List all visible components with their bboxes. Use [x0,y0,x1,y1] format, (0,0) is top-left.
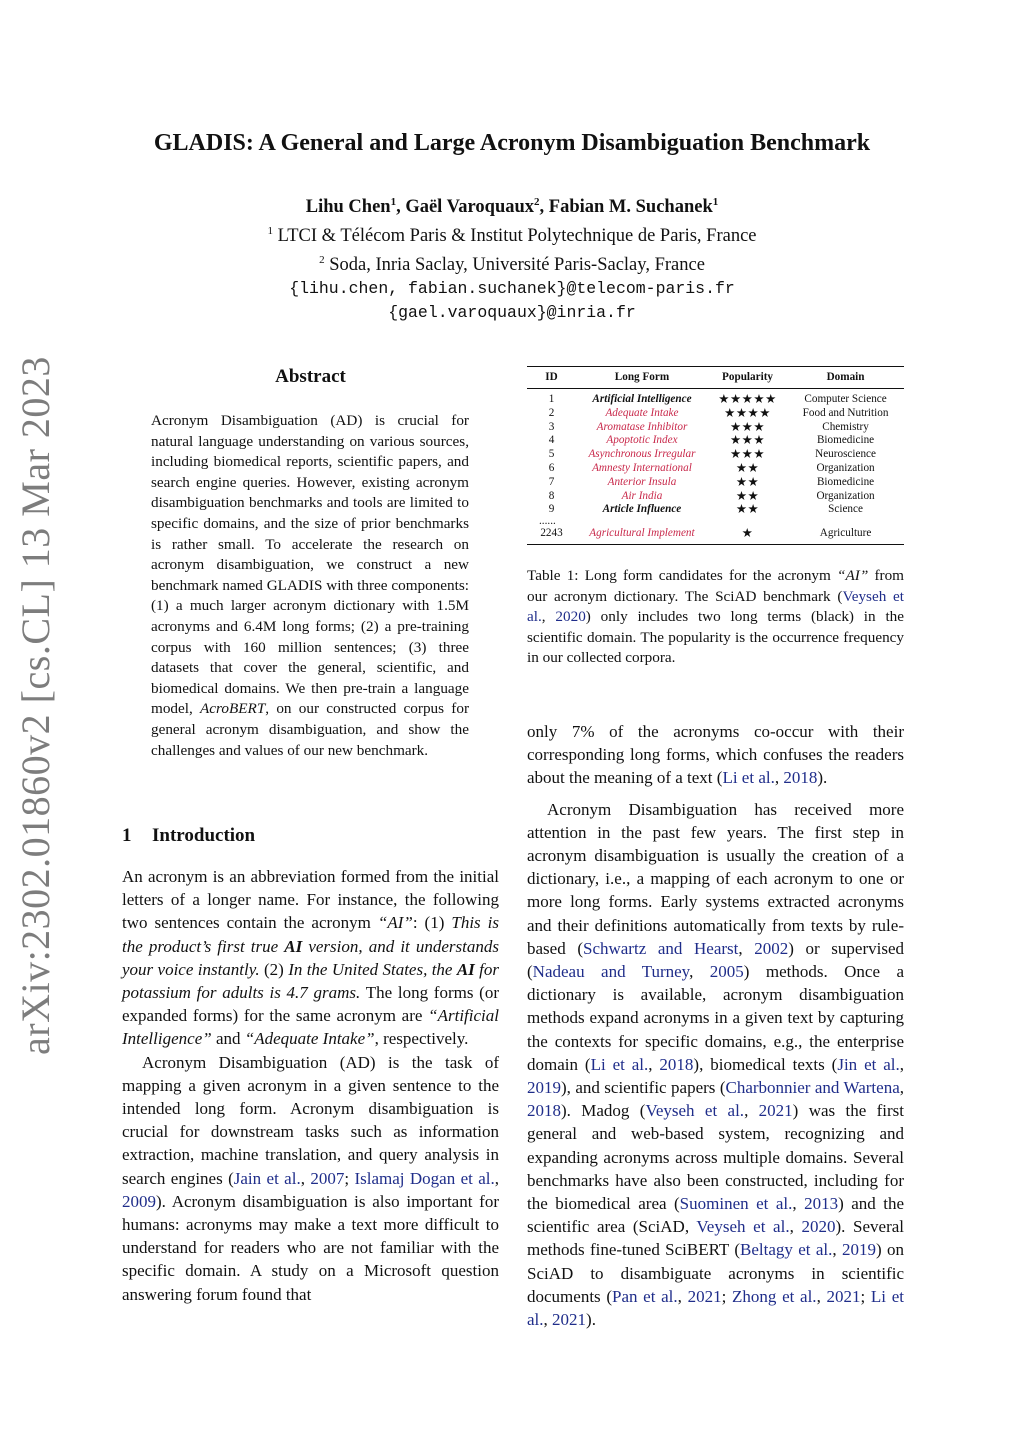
citation-link[interactable]: 2020 [801,1217,836,1237]
example-sentence: In the United States, the [288,959,457,979]
author-names: Lihu Chen$^1$, Gaël Varoquaux$^2$, Fabian M. Suchanek$^1$ [305,196,719,218]
cell-popularity: ★★ [735,460,760,475]
author-block [0,190,1024,325]
text: ). [817,768,828,788]
text: : (1) [412,913,452,933]
text: ), biomedical texts ( [693,1054,838,1074]
cell-long-form: Apoptotic Index [606,434,678,447]
cell-id: 1 [548,393,555,405]
text: Acronym Disambiguation (AD) is the task of mapping a given acronym in a given sentence to the intended long form. Acronym disambiguation is crucial for downstream tasks such as information extraction, machine translation, and query analysis in search engines ( [122,1052,499,1188]
cell-id: 8 [548,489,555,502]
paragraph [122,865,499,1051]
author-email[interactable]: {lihu.chen, fabian.suchanek}@telecom-paris.fr [289,279,735,299]
text: ). [586,1310,596,1330]
acronym-emphasis: AI [456,959,475,979]
citation-link[interactable]: Islamaj Dogan et al. [354,1168,495,1188]
citation-link[interactable]: Schwartz and Hearst [582,938,739,958]
table-header-cell: Domain [787,367,904,389]
affiliation-marker: 1 [267,225,273,238]
text: ). Acronym disambiguation is also important for humans: acronyms may make a text more difficult to understand for readers who are not familiar with the specific domain. A study on a Microsoft question answering forum found that [122,1191,499,1304]
text: ), and scientific papers ( [561,1078,726,1098]
text: , [300,1168,311,1188]
citation-link[interactable]: 2020 [555,608,586,626]
table-row [527,490,904,504]
citation-link[interactable]: Nadeau and Turney [532,962,690,982]
introduction-left-column [122,865,499,1306]
citation-link[interactable]: 2002 [754,938,789,958]
text: , [899,1054,904,1074]
text: ). Several methods fine-tuned SciBERT ( [527,1217,904,1260]
citation-link[interactable]: Jin et al. [837,1054,900,1074]
cell-long-form: Aromatase Inhibitor [596,420,688,433]
author-name: Lihu Chen [305,197,391,218]
paragraph [527,798,904,1332]
cell-domain: Biomedicine [816,434,875,447]
affiliation-marker: 1 [390,196,397,208]
citation-link[interactable]: Li et al. [722,768,775,788]
text: , [816,1286,827,1306]
table-row [527,476,904,490]
table-row [527,407,904,421]
cell-long-form: Article Influence [602,503,682,516]
table-row [527,434,904,448]
cell-long-form: Agricultural Implement [576,525,708,544]
example-sentence: This is the product’s first true [122,913,499,956]
affiliation-marker: 2 [319,254,325,267]
cell-domain: Neuroscience [815,448,876,461]
citation-link[interactable]: 2005 [709,962,744,982]
example-sentence: for potassium for adults is 4.7 grams. [122,959,500,1003]
citation-link[interactable]: Li et al. [590,1054,649,1074]
long-form-table [527,366,904,545]
table-ellipsis-row [527,517,904,525]
abstract-body [151,411,469,761]
ellipsis: ...... [539,515,556,528]
example-sentence: version, and it understands your voice instantly. [122,936,499,979]
text: ; [721,1286,733,1306]
text: , [899,1078,904,1098]
text: ; [860,1286,871,1306]
text: , [648,1054,660,1074]
affiliation-text: Soda, Inria Saclay, Université Paris-Saclay, France [329,255,705,276]
table-header-cell: Popularity [708,367,787,389]
cell-popularity: ★★★ [729,447,766,462]
author-name: Fabian M. Suchanek [548,197,713,218]
text: , [774,768,784,788]
cell-id: 6 [548,461,555,474]
citation-link[interactable]: Suominen et al. [679,1194,793,1214]
introduction-right-column [527,720,904,1331]
long-form-quote: “Artificial Intelligence” [122,1006,499,1049]
cell-domain: Food and Nutrition [802,406,889,419]
table-header-cell: Long Form [576,367,708,389]
cell-id: 9 [548,503,555,516]
cell-popularity: ★★★★ [724,405,771,420]
cell-long-form: Amnesty International [592,461,692,474]
text: ) only includes two long terms (black) in the scientific domain. The popularity is the occurrence frequency in our collected corpora. [527,608,905,667]
author-name: Gaël Varoquaux [405,197,535,218]
affiliation-marker: 2 [534,196,540,208]
text: ) methods. Once a dictionary is available, acronym disambiguation methods expand acronyms in a given text by capturing the contexts for specific domains, e.g., the enterprise domain ( [527,962,904,1074]
text: , [738,938,755,958]
cell-id: 3 [548,420,555,433]
cell-long-form: Adequate Intake [605,406,679,419]
citation-link[interactable]: 2019 [841,1240,876,1260]
text: Acronym Disambiguation has received more attention in the past few years. The first step in acronym disambiguation is usually the creation of a dictionary, i.e., a mapping of each acronym to one or more long forms. Early systems extracted acronyms and their definitions automatically from texts by rule-based ( [527,799,904,958]
text: , [543,1310,553,1330]
citation-link[interactable]: 2018 [659,1054,694,1074]
citation-link[interactable]: 2019 [527,1078,561,1098]
table-header-row [527,367,904,389]
citation-link[interactable]: 2009 [122,1191,156,1211]
section-heading-introduction [122,825,255,847]
citation-link[interactable]: Charbonnier and Wartena [725,1078,900,1098]
section-number: 1 [122,825,132,846]
cell-id: 7 [548,475,555,488]
citation-link[interactable]: 2021 [552,1310,587,1330]
citation-link[interactable]: Zhong et al. [732,1286,817,1306]
acronym-emphasis: AI [284,936,303,956]
table-row [527,525,904,544]
citation-link[interactable]: Jain et al. [233,1168,301,1188]
text: (2) [259,959,289,979]
table-row [527,503,904,517]
affiliation-text: LTCI & Télécom Paris & Institut Polytechnique de Paris, France [277,226,757,247]
cell-domain: Science [828,503,863,516]
table-row [527,462,904,476]
text: The long forms (or expanded forms) for the same acronym are [122,983,499,1026]
text: ) or supervised ( [527,938,905,982]
citation-link[interactable]: 2021 [687,1286,722,1306]
cell-long-form: Air India [621,489,663,502]
cell-id: 5 [548,448,555,461]
abstract-heading: Abstract [275,366,346,387]
affiliation-1 [0,219,1024,248]
acronym-quote: “AI” [377,913,413,933]
cell-id: 2243 [527,525,576,544]
long-form-quote: “Adequate Intake” [244,1029,375,1049]
cell-popularity: ★★★★★ [718,392,777,406]
text: and [211,1029,245,1049]
text: Table 1: Long form candidates for the acronym [527,567,838,584]
cell-id: 4 [548,434,555,447]
table-row [527,389,904,407]
cell-popularity: ★★ [735,488,760,503]
affiliation-2 [0,248,1024,277]
cell-domain: Computer Science [804,393,887,405]
cell-long-form: Asynchronous Irregular [588,448,696,461]
cell-popularity: ★★★ [729,433,766,448]
citation-link[interactable]: Beltagy et al. [740,1240,833,1260]
citation-link[interactable]: 2013 [804,1194,839,1214]
text: , [689,962,710,982]
cell-domain: Organization [816,489,875,502]
text: , respectively. [374,1029,469,1049]
citation-link[interactable]: Veyseh et al. [696,1217,790,1237]
text: , [677,1286,688,1306]
abstract-text: Acronym Disambiguation (AD) is crucial for natural language understanding on various sources, including biomedical reports, scientific papers, and search engine queries. However, existing acronym disambiguation benchmarks and tools are limited to specific domains, and the size of prior benchmarks is rather small. To accelerate the research on acronym disambiguation, we construct a new benchmark named GLADIS with three components: (1) a much larger acronym dictionary with 1.5M acronyms and 6.4M long forms; (2) a pre-training corpus with 160 million sentences; (3) three datasets that cover the general, scientific, and biomedical domains. We then pre-train a language model, [151,412,469,718]
citation-link[interactable]: 2021 [826,1286,861,1306]
table-1-caption [527,566,904,669]
paragraph [122,1051,499,1306]
cell-popularity: ★★★ [729,419,766,434]
cell-id: 2 [548,406,555,419]
text: ) and the scientific area (SciAD, [527,1194,905,1237]
affiliation-marker: 1 [712,196,719,208]
cell-popularity: ★ [708,525,787,544]
cell-popularity: ★★ [735,474,760,489]
cell-long-form: Anterior Insula [607,475,677,488]
text: An acronym is an abbreviation formed from the initial letters of a longer name. For instance, the following two sentences contain the acronym [122,867,499,933]
paragraph [527,720,904,790]
text: , [494,1168,499,1188]
text: , [832,1240,842,1260]
text: , [789,1217,802,1237]
arxiv-identifier-stamp: arXiv:2302.01860v2 [cs.CL] 13 Mar 2023 [13,356,58,1055]
citation-link[interactable]: 2021 [758,1101,793,1121]
text: , [744,1101,759,1121]
citation-link[interactable]: 2018 [783,768,818,788]
acronym-quote: “AI” [837,567,869,584]
table-1 [527,366,904,545]
text: ) was the first general and web-based system, recognizing and expanding acronyms across multiple domains. Several benchmarks have also been constructed, including for the biomedical area ( [527,1101,904,1214]
cell-popularity: ★★ [735,502,760,517]
paper-title: GLADIS: A General and Large Acronym Disambiguation Benchmark [153,130,871,156]
text: ; [344,1168,355,1188]
text: from our acronym dictionary. The SciAD benchmark ( [527,567,904,605]
table-row [527,421,904,435]
text: ). Madog ( [561,1101,646,1121]
cell-domain: Agriculture [787,525,904,544]
table-header-cell: ID [527,367,576,389]
citation-link[interactable]: Pan et al. [612,1286,678,1306]
cell-domain: Chemistry [822,420,869,433]
model-name: AcroBERT [200,700,266,718]
citation-link[interactable]: Veyseh et al. [527,587,905,626]
cell-long-form: Artificial Intelligence [592,393,692,405]
citation-link[interactable]: 2018 [527,1101,561,1121]
citation-link[interactable]: Veyseh et al. [645,1101,745,1121]
text: only 7% of the acronyms co-occur with their corresponding long forms, which confuses the readers about the meaning of a text ( [527,722,904,788]
author-email[interactable]: {gael.varoquaux}@inria.fr [388,303,636,323]
citation-link[interactable]: Li et al. [527,1286,904,1330]
section-title: Introduction [152,825,256,846]
text: ) on SciAD to disambiguate acronyms in scientific documents ( [527,1240,904,1306]
text: , [541,608,556,626]
text: , [792,1194,805,1214]
table-row [527,448,904,462]
cell-domain: Organization [816,461,875,474]
cell-domain: Biomedicine [816,475,875,488]
abstract-text: , on our constructed corpus for general acronym disambiguation, and show the challenges and values of our new benchmark. [151,700,470,759]
citation-link[interactable]: 2007 [310,1168,345,1188]
